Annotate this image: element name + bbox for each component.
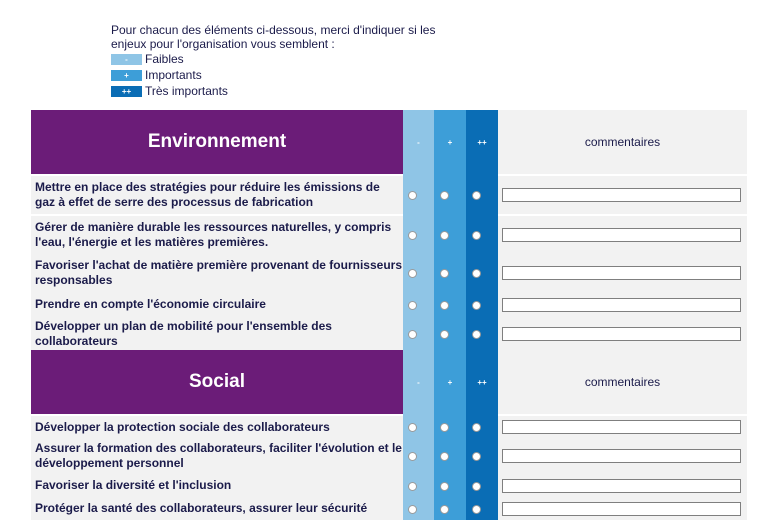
legend-swatch-tres-importants: ++ xyxy=(111,86,142,97)
radio-importants[interactable] xyxy=(440,482,449,491)
column-header-tres-importants: ++ xyxy=(477,137,487,147)
comment-cell xyxy=(498,292,747,317)
question-label: Développer la protection sociale des collaborateurs xyxy=(31,416,403,438)
comment-cell xyxy=(498,474,747,497)
comment-cell xyxy=(498,317,747,350)
question-row xyxy=(31,474,747,497)
question-row xyxy=(31,176,747,214)
legend-label-importants: Importants xyxy=(145,68,202,82)
radio-importants[interactable] xyxy=(440,423,449,432)
radio-faibles[interactable] xyxy=(408,482,417,491)
radio-faibles[interactable] xyxy=(408,301,417,310)
question-label: Gérer de manière durable les ressources naturelles, y compris l'eau, l'énergie et les matières premières. xyxy=(31,216,403,254)
radio-tres-importants[interactable] xyxy=(472,452,481,461)
question-label: Prendre en compte l'économie circulaire xyxy=(31,292,403,317)
column-header-importants: + xyxy=(447,137,453,147)
radio-importants[interactable] xyxy=(440,269,449,278)
radio-tres-importants[interactable] xyxy=(472,330,481,339)
radio-tres-importants[interactable] xyxy=(472,301,481,310)
section-title: Environnement xyxy=(31,110,403,174)
comments-column-header: commentaires xyxy=(498,350,747,414)
radio-importants[interactable] xyxy=(440,231,449,240)
question-row xyxy=(31,292,747,317)
section-title: Social xyxy=(31,350,403,414)
legend-swatch-importants: + xyxy=(111,70,142,81)
radio-importants[interactable] xyxy=(440,301,449,310)
section-header-social xyxy=(31,350,747,414)
legend-label-tres-importants: Très importants xyxy=(145,84,228,98)
legend-item-tres-importants xyxy=(111,83,228,99)
radio-tres-importants[interactable] xyxy=(472,269,481,278)
comment-cell xyxy=(498,216,747,254)
legend-item-faibles xyxy=(111,51,228,67)
question-row xyxy=(31,497,747,520)
radio-faibles[interactable] xyxy=(408,269,417,278)
radio-faibles[interactable] xyxy=(408,452,417,461)
comment-cell xyxy=(498,416,747,438)
radio-faibles[interactable] xyxy=(408,505,417,514)
comment-input[interactable] xyxy=(502,479,741,493)
question-row xyxy=(31,254,747,292)
legend xyxy=(111,51,228,99)
radio-importants[interactable] xyxy=(440,330,449,339)
radio-tres-importants[interactable] xyxy=(472,505,481,514)
legend-item-importants xyxy=(111,67,228,83)
comment-cell xyxy=(498,254,747,292)
legend-label-faibles: Faibles xyxy=(145,52,184,66)
question-row xyxy=(31,438,747,474)
column-header-faibles: - xyxy=(417,377,420,387)
comment-input[interactable] xyxy=(502,420,741,434)
radio-faibles[interactable] xyxy=(408,191,417,200)
comment-input[interactable] xyxy=(502,502,741,516)
radio-tres-importants[interactable] xyxy=(472,231,481,240)
intro-text: Pour chacun des éléments ci-dessous, merci d'indiquer si les enjeux pour l'organisation vous semblent : xyxy=(111,23,436,51)
question-row xyxy=(31,416,747,438)
legend-swatch-faibles: - xyxy=(111,54,142,65)
question-label: Favoriser la diversité et l'inclusion xyxy=(31,474,403,497)
comment-input[interactable] xyxy=(502,449,741,463)
question-row xyxy=(31,317,747,350)
radio-tres-importants[interactable] xyxy=(472,191,481,200)
comment-input[interactable] xyxy=(502,188,741,202)
radio-importants[interactable] xyxy=(440,191,449,200)
comment-cell xyxy=(498,497,747,520)
comment-input[interactable] xyxy=(502,298,741,312)
radio-tres-importants[interactable] xyxy=(472,423,481,432)
section-header-environnement xyxy=(31,110,747,174)
column-header-importants: + xyxy=(447,377,453,387)
comment-input[interactable] xyxy=(502,228,741,242)
question-row xyxy=(31,216,747,254)
comments-column-header: commentaires xyxy=(498,110,747,174)
radio-faibles[interactable] xyxy=(408,423,417,432)
question-label: Assurer la formation des collaborateurs, faciliter l'évolution et le développement personnel xyxy=(31,438,403,474)
comment-input[interactable] xyxy=(502,266,741,280)
question-label: Favoriser l'achat de matière première provenant de fournisseurs responsables xyxy=(31,254,403,292)
radio-tres-importants[interactable] xyxy=(472,482,481,491)
radio-faibles[interactable] xyxy=(408,330,417,339)
comment-input[interactable] xyxy=(502,327,741,341)
radio-importants[interactable] xyxy=(440,452,449,461)
question-label: Développer un plan de mobilité pour l'ensemble des collaborateurs xyxy=(31,317,403,350)
column-header-tres-importants: ++ xyxy=(477,377,487,387)
radio-faibles[interactable] xyxy=(408,231,417,240)
comment-cell xyxy=(498,438,747,474)
radio-importants[interactable] xyxy=(440,505,449,514)
question-label: Protéger la santé des collaborateurs, assurer leur sécurité xyxy=(31,497,403,520)
question-label: Mettre en place des stratégies pour réduire les émissions de gaz à effet de serre des processus de fabrication xyxy=(31,176,403,214)
column-header-faibles: - xyxy=(417,137,420,147)
comment-cell xyxy=(498,176,747,214)
